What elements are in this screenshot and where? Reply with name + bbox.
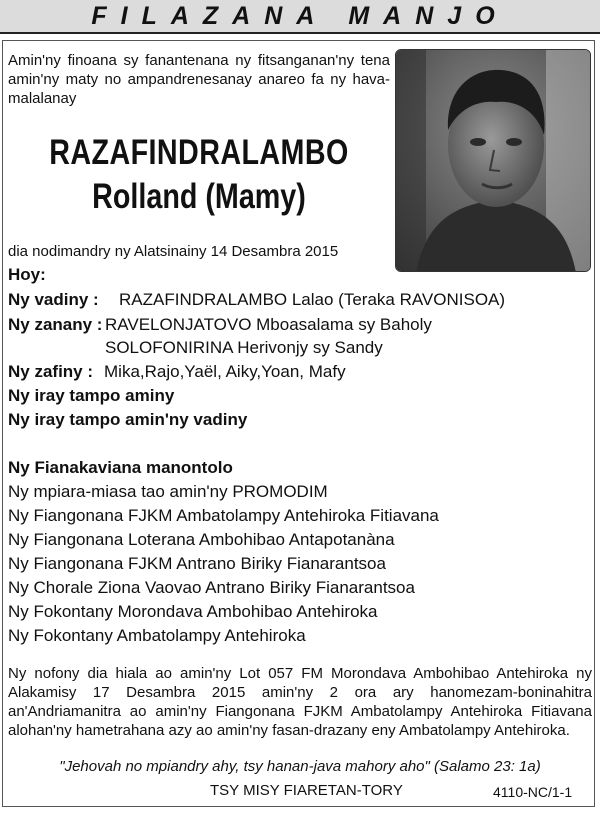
- intro-text: Amin'ny finoana sy fanantenana ny fitsanganan'ny tena amin'ny maty no ampandrenesanay anareo fa ny hava-malalanay: [8, 52, 390, 107]
- children-name-1: RAVELONJATOVO Mboasalama sy Baholy: [105, 315, 432, 334]
- header-bar: [0, 0, 600, 34]
- organization-line: Ny Fiangonana Loterana Ambohibao Antapotanàna: [8, 530, 395, 549]
- header-title: FILAZANA MANJO: [91, 2, 509, 30]
- organization-line: Ny Chorale Ziona Vaovao Antrano Biriky Fianarantsoa: [8, 578, 415, 597]
- hoy-label: Hoy:: [8, 265, 46, 284]
- organization-line: Ny mpiara-miasa tao amin'ny PROMODIM: [8, 482, 328, 501]
- portrait-image: [396, 50, 591, 272]
- organization-line: Ny Fokontany Ambatolampy Antehiroka: [8, 626, 306, 645]
- extended-family-line: Ny Fianakaviana manontolo: [8, 458, 233, 477]
- spouse-name: RAZAFINDRALAMBO Lalao (Teraka RAVONISOA): [119, 290, 506, 309]
- spouse-siblings-line: Ny iray tampo amin'ny vadiny: [8, 410, 248, 429]
- date-of-death: dia nodimandry ny Alatsinainy 14 Desambra 2015: [8, 243, 339, 260]
- portrait-photo: [395, 49, 591, 272]
- spouse-label: Ny vadiny :: [8, 290, 99, 309]
- children-label: Ny zanany :: [8, 315, 103, 334]
- organization-line: Ny Fokontany Morondava Ambohibao Antehiroka: [8, 602, 378, 621]
- grandchildren-label: Ny zafiny :: [8, 362, 94, 381]
- bible-verse: "Jehovah no mpiandry ahy, tsy hanan-java mahory aho" (Salamo 23: 1a): [59, 758, 541, 775]
- reference-code: 4110-NC/1-1: [493, 784, 573, 800]
- deceased-given-name: Rolland (Mamy): [92, 177, 306, 216]
- funeral-info: Ny nofony dia hiala ao amin'ny Lot 057 FM Morondava Ambohibao Antehiroka ny Alakamisy 17 Desambra 2015 amin'ny 2 ora ary hanomezam-boninahitra an'Andriamanitra ao amin'ny Fiangonana FJKM Ambatolampy Antehiroka Fitiavana alohan'ny hametrahana azy ao amin'ny fasan-drazany eny Ambatolampy Antehiroka.: [8, 665, 592, 739]
- siblings-line: Ny iray tampo aminy: [8, 386, 175, 405]
- children-name-2: SOLOFONIRINA Herivonjy sy Sandy: [105, 338, 383, 357]
- closing-line: TSY MISY FIARETAN-TORY: [210, 782, 403, 799]
- deceased-surname: RAZAFINDRALAMBO: [49, 133, 349, 172]
- organization-line: Ny Fiangonana FJKM Ambatolampy Antehiroka Fitiavana: [8, 506, 439, 525]
- grandchildren-names: Mika,Rajo,Yaël, Aiky,Yoan, Mafy: [104, 362, 346, 381]
- organization-line: Ny Fiangonana FJKM Antrano Biriky Fianarantsoa: [8, 554, 386, 573]
